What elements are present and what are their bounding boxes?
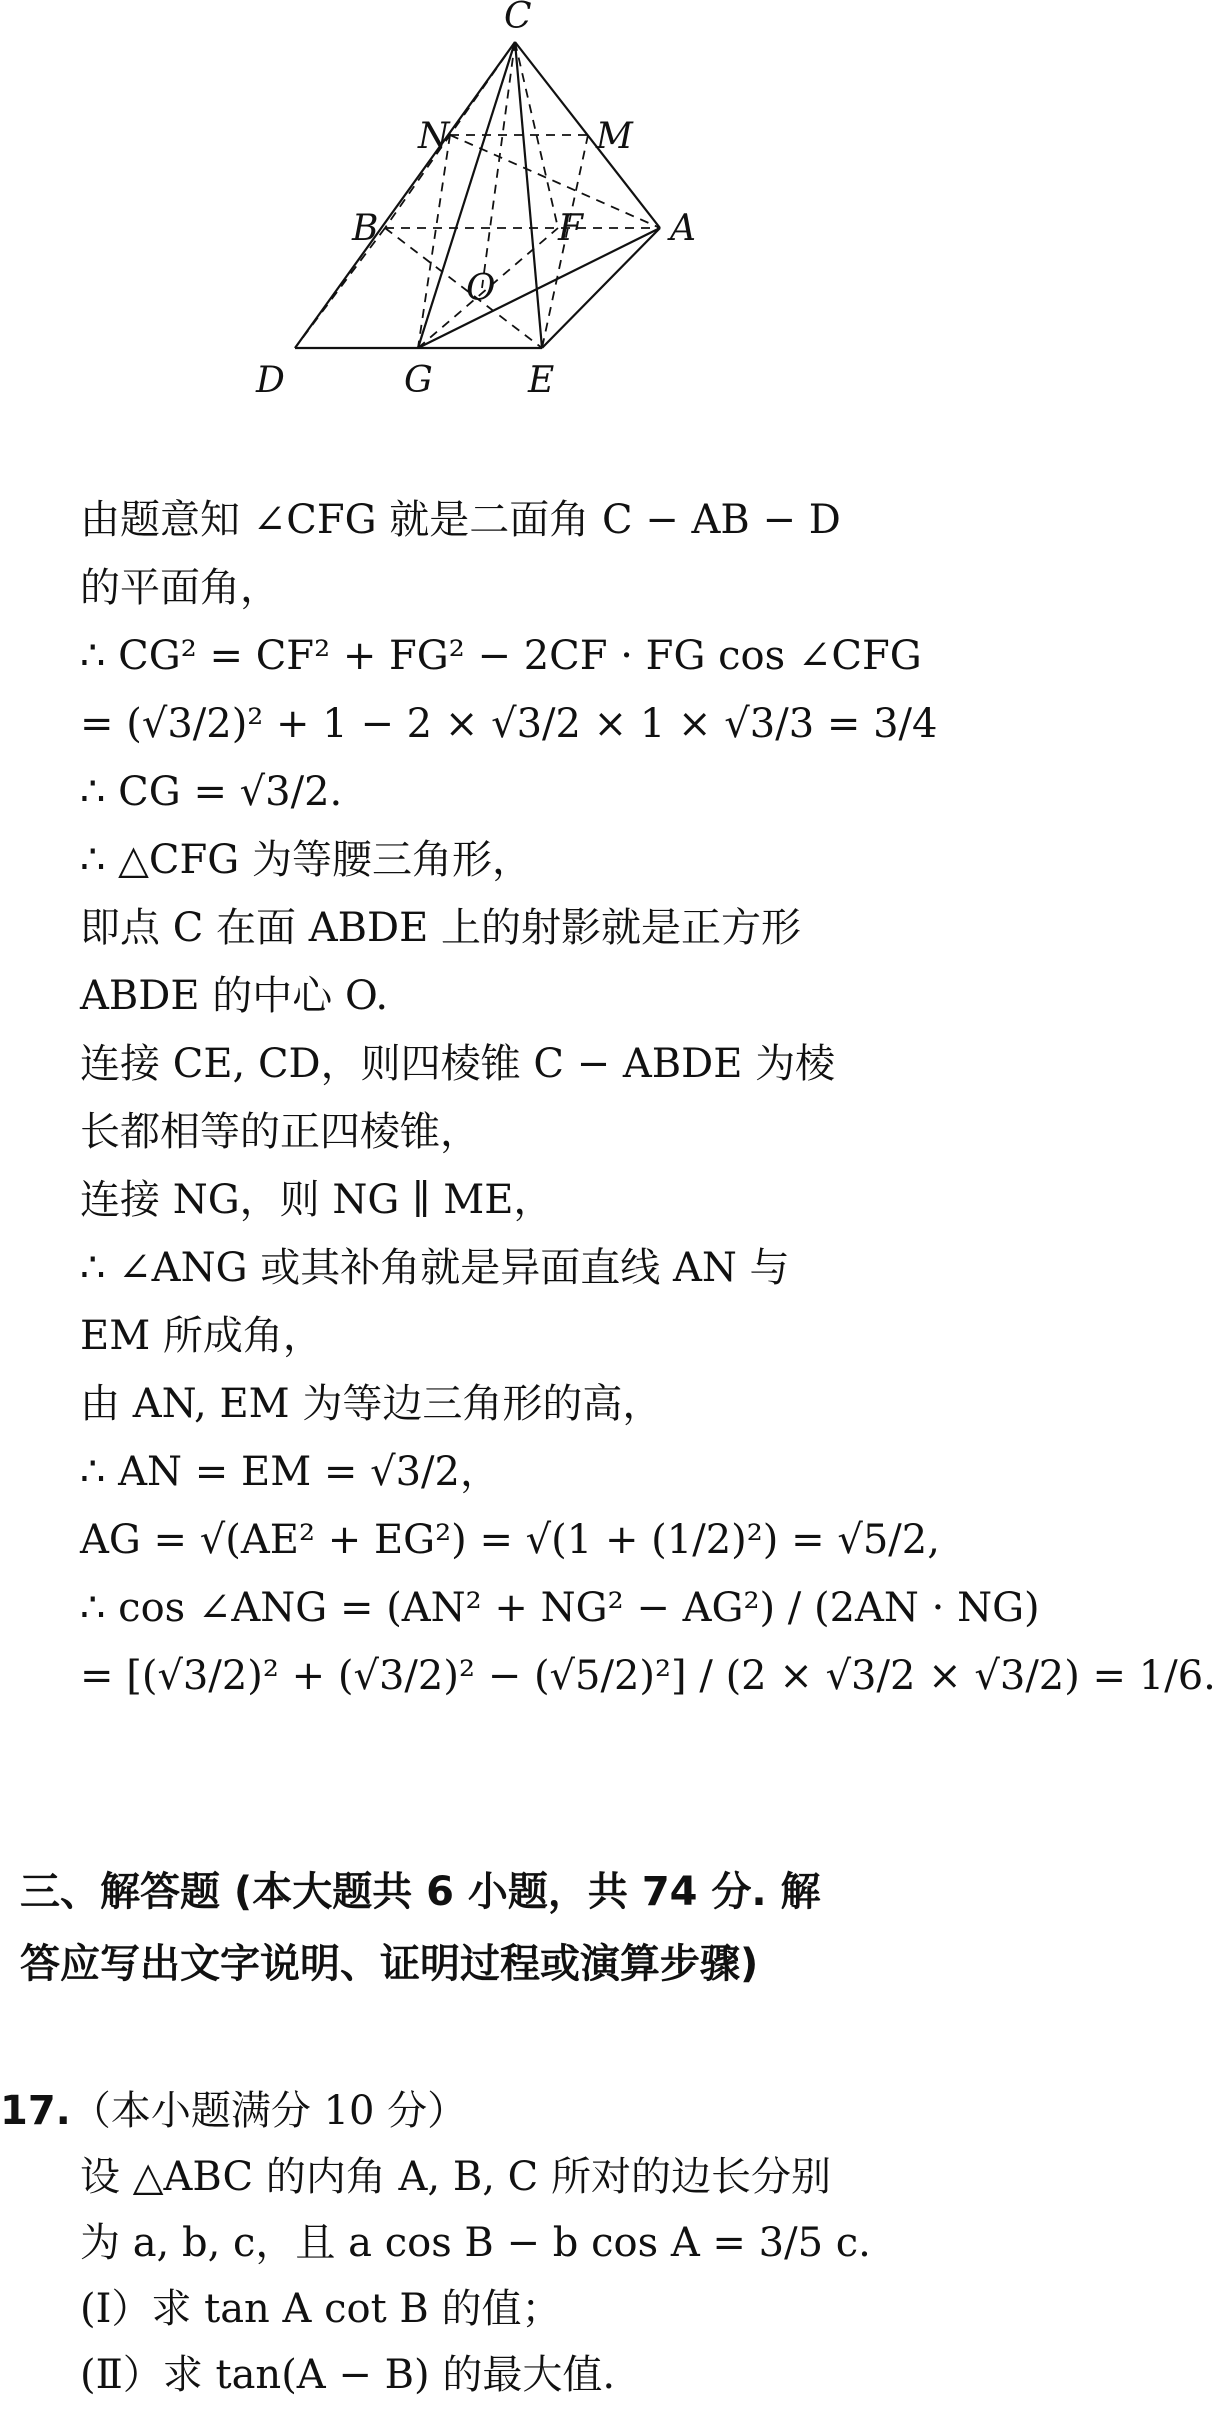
edge-CO — [482, 42, 515, 288]
edge-CE — [515, 42, 542, 348]
label-M: M — [596, 116, 633, 157]
label-B: B — [352, 208, 379, 249]
label-G: G — [404, 360, 433, 401]
solution-line: 即点 C 在面 ABDE 上的射影就是正方形 — [80, 905, 802, 951]
solution-line: 由 AN, EM 为等边三角形的高， — [80, 1381, 663, 1427]
solution-line: EM 所成角， — [80, 1313, 323, 1359]
solution-line: 由题意知 ∠CFG 就是二面角 C − AB − D — [80, 497, 841, 543]
edge-BE — [385, 228, 542, 348]
edge-GA — [418, 228, 660, 348]
problem-score: （本小题满分 10 分） — [70, 2088, 468, 2134]
label-N: N — [418, 116, 450, 157]
solution-line: ∴ CG² = CF² + FG² − 2CF · FG cos ∠CFG — [80, 633, 922, 679]
solution-line: ∴ △CFG 为等腰三角形， — [80, 837, 532, 883]
solution-line: ∴ ∠ANG 或其补角就是异面直线 AN 与 — [80, 1245, 790, 1291]
problem-header-row — [0, 2078, 880, 2144]
solution-line: 长都相等的正四棱锥， — [80, 1109, 480, 1155]
problem-number: 17. — [0, 2088, 71, 2134]
problem-line: (Ⅰ）求 tan A cot B 的值； — [80, 2286, 562, 2332]
label-O: O — [466, 268, 496, 309]
label-E: E — [528, 360, 555, 401]
solution-line: ∴ AN = EM = √3/2， — [80, 1449, 500, 1495]
problem-17 — [0, 2078, 880, 2408]
solution-line: AG = √(AE² + EG²) = √(1 + (1/2)²) = √5/2, — [80, 1517, 940, 1563]
problem-line: 设 △ABC 的内角 A, B, C 所对的边长分别 — [80, 2154, 831, 2200]
solution-block — [80, 486, 1216, 1710]
solution-line: 连接 CE, CD，则四棱锥 C − ABDE 为棱 — [80, 1041, 836, 1087]
edge-NG — [418, 135, 450, 348]
solution-line: ∴ cos ∠ANG = (AN² + NG² − AG²) / (2AN · NG) — [80, 1585, 1040, 1631]
label-D: D — [256, 360, 285, 401]
solution-line: 的平面角， — [80, 565, 280, 611]
section-heading — [20, 1856, 870, 2000]
section-heading-line1: 三、解答题 (本大题共 6 小题，共 74 分. 解 — [20, 1869, 821, 1915]
label-A: A — [670, 208, 696, 249]
pyramid-figure — [240, 0, 720, 410]
solution-line: = [(√3/2)² + (√3/2)² − (√5/2)²] / (2 × √3/2 × √3/2) = 1/6. — [80, 1653, 1216, 1699]
section-heading-line2: 答应写出文字说明、证明过程或演算步骤) — [20, 1941, 759, 1987]
solution-line: ∴ CG = √3/2. — [80, 769, 343, 815]
problem-line: (Ⅱ）求 tan(A − B) 的最大值. — [80, 2352, 616, 2398]
problem-line: 为 a, b, c，且 a cos B − b cos A = 3/5 c. — [80, 2220, 871, 2266]
solution-line: 连接 NG，则 NG ∥ ME， — [80, 1177, 554, 1223]
solution-line: = (√3/2)² + 1 − 2 × √3/2 × 1 × √3/3 = 3/4 — [80, 701, 938, 747]
label-C: C — [504, 0, 532, 37]
label-F: F — [558, 208, 583, 249]
solution-line: ABDE 的中心 O. — [80, 973, 389, 1019]
